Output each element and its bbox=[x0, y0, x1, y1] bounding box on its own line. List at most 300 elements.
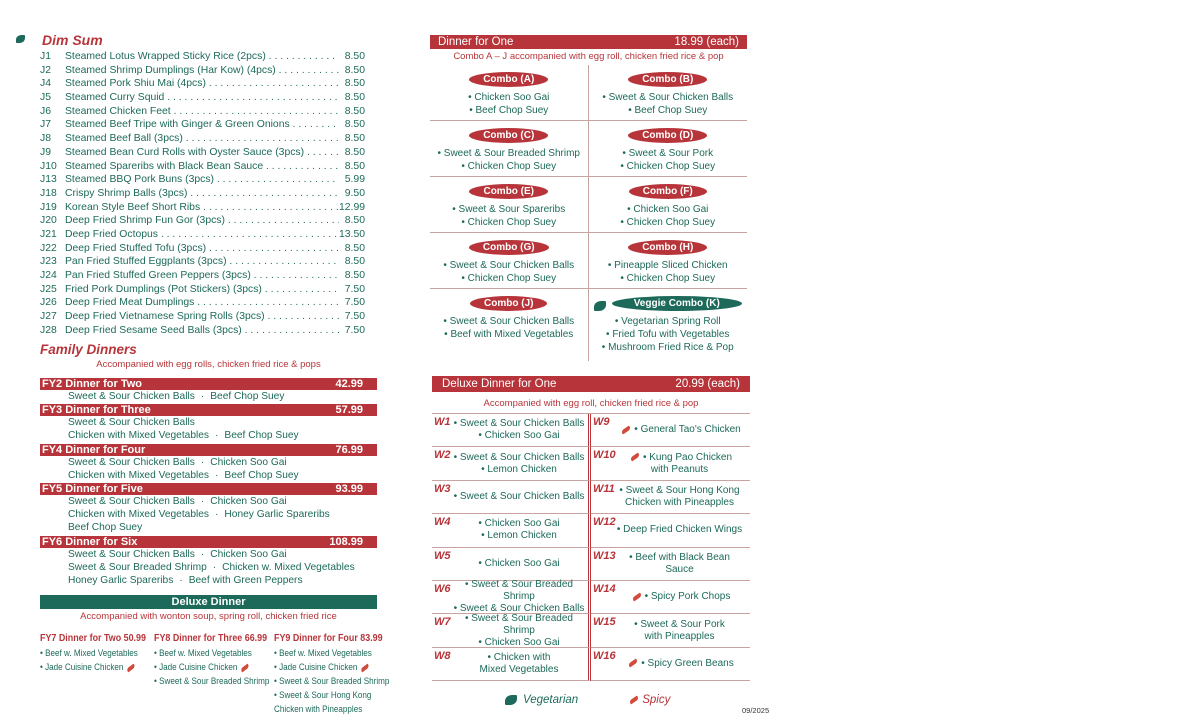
family-dinner-items bbox=[40, 495, 377, 535]
combo-label-wrap bbox=[469, 128, 548, 147]
deluxe-item-dish: • Spicy Pork Chops bbox=[644, 591, 731, 603]
deluxe-item-dish: • Kung Pao Chicken bbox=[642, 451, 733, 463]
deluxe-item-line bbox=[609, 497, 750, 509]
dim-sum-name: Fried Pork Dumplings (Pot Stickers) (3pcs) . . . bbox=[65, 283, 339, 297]
dim-sum-item bbox=[40, 91, 365, 105]
combo-label-wrap bbox=[628, 72, 707, 91]
combo-cell bbox=[430, 121, 589, 177]
deluxe-item-dish: • General Tao's Chicken bbox=[634, 424, 741, 436]
deluxe-item-text bbox=[591, 482, 750, 509]
deluxe-item-line bbox=[609, 524, 750, 536]
deluxe-item-text bbox=[432, 418, 588, 442]
deluxe-dinner-dish-text: • Sweet & Sour Breaded Shrimp bbox=[274, 676, 390, 686]
family-dinner-dish: Chicken Soo Gai bbox=[210, 456, 287, 468]
family-dinner-dish: Sweet & Sour Chicken Balls bbox=[68, 548, 195, 560]
combo-dish: • Sweet & Sour Breaded Shrimp bbox=[437, 148, 580, 159]
combo-dish: • Chicken Soo Gai bbox=[468, 92, 550, 103]
combo-label-wrap bbox=[469, 72, 548, 91]
family-dinner-header bbox=[40, 404, 377, 416]
deluxe-item-line bbox=[450, 418, 588, 430]
deluxe-dinner-dish-text: Chicken with Pineapples bbox=[274, 704, 363, 714]
deluxe-item bbox=[591, 514, 750, 547]
dinner-for-one-subtitle: Combo A – J accompanied with egg roll, chicken fried rice & pop bbox=[453, 51, 724, 62]
dim-sum-price: 13.50 bbox=[339, 228, 366, 240]
dim-sum-name: Korean Style Beef Short Ribs . . . bbox=[65, 201, 339, 215]
deluxe-item-line bbox=[609, 485, 750, 497]
dim-sum-item bbox=[40, 201, 365, 215]
chili-icon bbox=[629, 695, 639, 704]
combo-cell bbox=[589, 121, 748, 177]
deluxe-item-text bbox=[432, 579, 588, 615]
dim-sum-item bbox=[40, 255, 365, 269]
dim-sum-item bbox=[40, 187, 365, 201]
dim-sum-item bbox=[40, 105, 365, 119]
deluxe-item-line bbox=[450, 637, 588, 649]
deluxe-item bbox=[432, 548, 591, 581]
family-dinner-dish: Beef Chop Suey bbox=[68, 522, 143, 534]
deluxe-item bbox=[591, 614, 750, 647]
dim-sum-code: J24 bbox=[40, 270, 57, 281]
dim-sum-name: Steamed Beef Tripe with Ginger & Green Onions . . . bbox=[65, 118, 339, 132]
family-dinner-price: 42.99 bbox=[335, 378, 363, 390]
dim-sum-price: 8.50 bbox=[344, 242, 365, 254]
dim-sum-code: J9 bbox=[40, 146, 51, 158]
deluxe-item-text bbox=[432, 613, 588, 649]
combo-label: Combo (A) bbox=[469, 72, 548, 87]
dim-sum-item bbox=[40, 160, 365, 174]
deluxe-dinner-dish bbox=[154, 646, 255, 660]
deluxe-item-dish: • Sweet & Sour Chicken Balls bbox=[453, 603, 585, 615]
deluxe-item-code: W4 bbox=[434, 516, 451, 529]
combo-dish: • Sweet & Sour Chicken Balls bbox=[443, 260, 575, 271]
combo-dish: • Chicken Chop Suey bbox=[620, 273, 716, 284]
combo-cell bbox=[589, 177, 748, 233]
deluxe-dinner-for-one-title: Deluxe Dinner for One bbox=[442, 378, 557, 390]
deluxe-dinner-dish bbox=[274, 674, 390, 688]
deluxe-item-line bbox=[609, 564, 750, 576]
deluxe-item-dish: • Chicken Soo Gai bbox=[478, 518, 560, 530]
deluxe-item-code: W7 bbox=[434, 616, 451, 629]
deluxe-item-dish: with Peanuts bbox=[650, 463, 709, 475]
deluxe-item-dish: • Lemon Chicken bbox=[481, 530, 557, 542]
dinner-for-one-header bbox=[430, 35, 747, 49]
deluxe-item-line bbox=[450, 491, 588, 503]
deluxe-item-text bbox=[591, 424, 750, 436]
dim-sum-name: Steamed Pork Shiu Mai (4pcs) . . . bbox=[65, 77, 339, 91]
combo-label: Combo (B) bbox=[628, 72, 707, 87]
family-dinner bbox=[40, 536, 377, 588]
deluxe-item-dish: • Chicken Soo Gai bbox=[478, 557, 560, 569]
family-dinner-line bbox=[68, 548, 377, 561]
dim-sum-price: 8.50 bbox=[344, 105, 365, 117]
combo-label: Combo (G) bbox=[469, 240, 549, 255]
separator-dot: · bbox=[200, 496, 205, 508]
deluxe-dinner-column-header: FY9 Dinner for Four 83.99 bbox=[274, 632, 383, 644]
deluxe-dinner-title: Deluxe Dinner bbox=[40, 595, 377, 609]
deluxe-dinner-column bbox=[154, 632, 270, 716]
deluxe-item-line bbox=[609, 424, 750, 436]
deluxe-dinner-subtitle: Accompanied with wonton soup, spring roll, chicken fried rice bbox=[80, 611, 337, 622]
dim-sum-name: Steamed Curry Squid . . . bbox=[65, 91, 339, 105]
legend-spicy-label: Spicy bbox=[642, 694, 671, 706]
dim-sum-name: Deep Fried Stuffed Tofu (3pcs) . . . bbox=[65, 242, 339, 256]
deluxe-item-dish: • Sweet & Sour Pork bbox=[634, 618, 725, 630]
deluxe-item-line bbox=[609, 591, 750, 603]
deluxe-item-code: W5 bbox=[434, 549, 451, 562]
deluxe-item-dish: • Sweet & Sour Chicken Balls bbox=[453, 418, 585, 430]
deluxe-item-text bbox=[432, 518, 588, 542]
dim-sum-price: 8.50 bbox=[344, 78, 365, 90]
combo-cell bbox=[430, 65, 589, 121]
dim-sum-price: 8.50 bbox=[344, 160, 365, 172]
combo-label: Combo (F) bbox=[629, 184, 707, 199]
dim-sum-price: 7.50 bbox=[344, 311, 365, 323]
family-dinner-dish: Chicken Soo Gai bbox=[210, 496, 287, 508]
family-dinner-line bbox=[68, 416, 377, 429]
family-dinner-line bbox=[68, 456, 377, 469]
separator-dot: · bbox=[212, 561, 217, 573]
deluxe-item bbox=[591, 648, 750, 681]
family-dinners-subtitle: Accompanied with egg rolls, chicken fried rice & pops bbox=[96, 359, 321, 370]
family-dinner-line bbox=[68, 508, 377, 521]
combo-label-wrap bbox=[594, 296, 742, 315]
deluxe-dinner-section bbox=[40, 595, 390, 716]
deluxe-item-text bbox=[432, 649, 588, 676]
deluxe-dinner-dish bbox=[274, 702, 375, 716]
chili-icon bbox=[628, 659, 638, 668]
deluxe-dinner-dish bbox=[274, 688, 375, 702]
combo-cell bbox=[430, 289, 589, 361]
dim-sum-item bbox=[40, 269, 365, 283]
dim-sum-price: 8.50 bbox=[344, 133, 365, 145]
deluxe-dinner-dish bbox=[40, 646, 138, 660]
dim-sum-item bbox=[40, 283, 365, 297]
deluxe-dinner-for-one-subtitle: Accompanied with egg roll, chicken fried rice & pop bbox=[483, 398, 699, 409]
dim-sum-code: J5 bbox=[40, 92, 51, 104]
dim-sum-name: Deep Fried Vietnamese Spring Rolls (3pcs) . . . bbox=[65, 310, 339, 324]
dim-sum-code: J13 bbox=[40, 174, 57, 186]
deluxe-item-line bbox=[609, 658, 750, 670]
combo-dish: • Chicken Soo Gai bbox=[627, 204, 709, 215]
combo-dish: • Chicken Chop Suey bbox=[461, 217, 557, 228]
dim-sum-code: J7 bbox=[40, 119, 51, 131]
deluxe-item-code: W3 bbox=[434, 482, 451, 495]
deluxe-item-text bbox=[432, 558, 588, 570]
dim-sum-code: J6 bbox=[40, 105, 51, 117]
family-dinner-line bbox=[68, 429, 377, 442]
dim-sum-code: J23 bbox=[40, 256, 57, 268]
family-dinner-dish: Sweet & Sour Chicken Balls bbox=[68, 496, 195, 508]
family-dinner-price: 76.99 bbox=[335, 443, 363, 456]
deluxe-item-text bbox=[432, 452, 588, 476]
dim-sum-title: Dim Sum bbox=[42, 32, 103, 48]
deluxe-dinner-column-header: FY7 Dinner for Two 50.99 bbox=[40, 632, 146, 644]
dim-sum-code: J19 bbox=[40, 201, 57, 213]
combo-label-wrap bbox=[628, 240, 707, 259]
deluxe-item-code: W2 bbox=[434, 449, 451, 462]
deluxe-item-dish: • Sweet & Sour Chicken Balls bbox=[453, 490, 585, 502]
dim-sum-name: Steamed Beef Ball (3pcs) . . . bbox=[65, 132, 339, 146]
deluxe-dinner-dish-text: • Jade Cuisine Chicken bbox=[40, 662, 124, 672]
dim-sum-code: J27 bbox=[40, 311, 57, 323]
family-dinner-name: FY4 Dinner for Four bbox=[42, 443, 146, 456]
dinner-for-one-section bbox=[430, 35, 747, 361]
chili-icon bbox=[240, 663, 249, 672]
deluxe-item-dish: Sauce bbox=[665, 563, 694, 575]
separator-dot: · bbox=[215, 430, 219, 442]
deluxe-item-line bbox=[609, 452, 750, 464]
dim-sum-item bbox=[40, 132, 365, 146]
dim-sum-price: 9.50 bbox=[344, 187, 365, 199]
legend bbox=[505, 694, 670, 706]
dim-sum-price: 8.50 bbox=[344, 51, 365, 62]
family-dinner-header bbox=[40, 483, 377, 495]
deluxe-item bbox=[591, 548, 750, 581]
dim-sum-price: 5.99 bbox=[344, 174, 365, 186]
leaf-icon bbox=[505, 695, 517, 705]
menu-date: 09/2025 bbox=[742, 706, 770, 715]
deluxe-item-code: W8 bbox=[434, 649, 451, 662]
dinner-for-one-price: 18.99 (each) bbox=[674, 36, 739, 48]
deluxe-item-dish: Chicken with Pineapples bbox=[625, 496, 734, 508]
family-dinner-dish: Sweet & Sour Chicken Balls bbox=[68, 456, 195, 468]
combo-dish: • Vegetarian Spring Roll bbox=[614, 316, 721, 327]
deluxe-item-code: W12 bbox=[593, 516, 616, 529]
legend-spicy bbox=[626, 694, 670, 706]
family-dinner-price: 93.99 bbox=[335, 483, 363, 496]
family-dinner bbox=[40, 378, 377, 403]
deluxe-dinner-column bbox=[40, 632, 146, 716]
family-dinner-dish: Beef Chop Suey bbox=[224, 469, 299, 481]
family-dinner-line bbox=[68, 469, 377, 482]
family-dinner-name: FY2 Dinner for Two bbox=[42, 378, 143, 390]
combo-label-wrap bbox=[469, 184, 548, 203]
combo-dish: • Mushroom Fried Rice & Pop bbox=[601, 342, 734, 353]
deluxe-dinner-dish-text: • Sweet & Sour Breaded Shrimp bbox=[154, 676, 270, 686]
dim-sum-price: 8.50 bbox=[344, 119, 365, 131]
deluxe-item-dish: • Sweet & Sour Breaded Shrimp bbox=[464, 612, 573, 636]
deluxe-item-dish: • Sweet & Sour Hong Kong bbox=[619, 484, 740, 496]
separator-dot: · bbox=[179, 575, 183, 587]
family-dinners-section bbox=[40, 342, 377, 588]
dim-sum-item bbox=[40, 228, 365, 242]
combo-cell bbox=[430, 233, 589, 289]
dim-sum-price: 8.50 bbox=[344, 64, 365, 76]
dim-sum-code: J1 bbox=[40, 51, 51, 62]
deluxe-item-line bbox=[450, 530, 588, 542]
dim-sum-item bbox=[40, 242, 365, 256]
legend-vegetarian-label: Vegetarian bbox=[523, 694, 579, 706]
family-dinner-line bbox=[68, 390, 377, 403]
combo-dish: • Beef Chop Suey bbox=[628, 105, 708, 116]
dim-sum-name: Pan Fried Stuffed Green Peppers (3pcs) . . . bbox=[65, 269, 339, 283]
family-dinner-line bbox=[68, 561, 377, 574]
deluxe-item-dish: • Sweet & Sour Breaded Shrimp bbox=[464, 579, 573, 603]
chili-icon bbox=[621, 425, 631, 434]
dim-sum-name: Crispy Shrimp Balls (3pcs) . . . bbox=[65, 187, 339, 201]
combo-dish: • Chicken Chop Suey bbox=[461, 161, 557, 172]
deluxe-dinner-dish bbox=[40, 660, 135, 674]
deluxe-item-line bbox=[450, 613, 588, 637]
deluxe-item-line bbox=[609, 464, 750, 476]
family-dinner-dish: Sweet & Sour Breaded Shrimp bbox=[68, 561, 207, 573]
dim-sum-item bbox=[40, 64, 365, 78]
dim-sum-code: J4 bbox=[40, 78, 51, 90]
deluxe-item-line bbox=[450, 452, 588, 464]
deluxe-dinner-dish-text: • Beef w. Mixed Vegetables bbox=[40, 648, 138, 658]
dinner-for-one-title: Dinner for One bbox=[438, 36, 514, 48]
dim-sum-code: J22 bbox=[40, 242, 57, 254]
combo-cell bbox=[589, 289, 748, 361]
dim-sum-item bbox=[40, 173, 365, 187]
dim-sum-name: Steamed Bean Curd Rolls with Oyster Sauce (3pcs) . . . bbox=[65, 146, 339, 160]
deluxe-item-dish: • Deep Fried Chicken Wings bbox=[616, 524, 743, 536]
dim-sum-item bbox=[40, 77, 365, 91]
dim-sum-code: J25 bbox=[40, 283, 57, 295]
family-dinner bbox=[40, 483, 377, 535]
family-dinner-name: FY3 Dinner for Three bbox=[42, 404, 151, 417]
dim-sum-item bbox=[40, 310, 365, 324]
deluxe-item-dish: Mixed Vegetables bbox=[479, 663, 559, 675]
deluxe-item-code: W1 bbox=[434, 416, 451, 428]
family-dinner-name: FY6 Dinner for Six bbox=[42, 535, 138, 548]
combo-label: Combo (C) bbox=[469, 128, 548, 143]
combo-label-wrap bbox=[628, 128, 707, 147]
family-dinners-title: Family Dinners bbox=[40, 342, 137, 357]
combo-dish: • Chicken Chop Suey bbox=[461, 273, 557, 284]
dim-sum-name: Deep Fried Sesame Seed Balls (3pcs) . . . bbox=[65, 324, 339, 338]
deluxe-dinner-columns bbox=[40, 632, 390, 716]
combo-dish: • Sweet & Sour Chicken Balls bbox=[602, 92, 734, 103]
deluxe-item-line bbox=[450, 652, 588, 664]
separator-dot: · bbox=[200, 548, 205, 560]
deluxe-item-line bbox=[450, 579, 588, 603]
dim-sum-code: J2 bbox=[40, 64, 51, 76]
family-dinner-line bbox=[68, 574, 377, 587]
deluxe-item-code: W6 bbox=[434, 582, 451, 595]
family-dinner-items bbox=[40, 456, 377, 482]
separator-dot: · bbox=[200, 456, 205, 468]
deluxe-item bbox=[432, 514, 591, 547]
dim-sum-code: J28 bbox=[40, 324, 57, 336]
dim-sum-price: 12.99 bbox=[339, 201, 366, 213]
deluxe-dinner-dish bbox=[154, 660, 255, 674]
deluxe-item-code: W9 bbox=[593, 416, 610, 428]
deluxe-item-dish: • Chicken Soo Gai bbox=[478, 430, 560, 442]
family-dinner-header bbox=[40, 378, 377, 390]
family-dinner bbox=[40, 444, 377, 482]
dim-sum-price: 8.50 bbox=[344, 256, 365, 268]
dim-sum-price: 8.50 bbox=[344, 146, 365, 158]
family-dinner-items bbox=[40, 548, 377, 588]
combo-dish: • Beef with Mixed Vegetables bbox=[444, 329, 574, 340]
combo-label: Veggie Combo (K) bbox=[612, 296, 742, 311]
family-dinner-dish: Beef with Green Peppers bbox=[188, 575, 303, 587]
chili-icon bbox=[126, 663, 135, 672]
deluxe-item bbox=[432, 581, 591, 614]
combo-dish: • Fried Tofu with Vegetables bbox=[606, 329, 730, 340]
deluxe-item-code: W16 bbox=[593, 649, 616, 662]
dim-sum-price: 7.50 bbox=[344, 324, 365, 336]
dim-sum-name: Steamed BBQ Pork Buns (3pcs) . . . bbox=[65, 173, 339, 187]
dim-sum-item bbox=[40, 146, 365, 160]
deluxe-item-text bbox=[432, 491, 588, 503]
dim-sum-code: J10 bbox=[40, 160, 57, 172]
deluxe-item-dish: • Chicken with bbox=[487, 651, 551, 663]
family-dinner-dish: Sweet & Sour Chicken Balls bbox=[68, 417, 195, 429]
combo-dish: • Chicken Chop Suey bbox=[620, 217, 716, 228]
separator-dot: · bbox=[200, 391, 205, 402]
dim-sum-name: Deep Fried Shrimp Fun Gor (3pcs) . . . bbox=[65, 214, 339, 228]
dim-sum-name: Steamed Shrimp Dumplings (Har Kow) (4pcs) . . . bbox=[65, 64, 339, 78]
deluxe-dinner-dish-text: • Jade Cuisine Chicken bbox=[274, 662, 358, 672]
deluxe-dinner-dish bbox=[154, 674, 270, 688]
combo-label-wrap bbox=[469, 240, 549, 259]
deluxe-item-line bbox=[450, 558, 588, 570]
combo-dish: • Pineapple Sliced Chicken bbox=[607, 260, 728, 271]
dim-sum-name: Steamed Spareribs with Black Bean Sauce . . . bbox=[65, 160, 339, 174]
deluxe-item-dish: • Sweet & Sour Chicken Balls bbox=[453, 451, 585, 463]
family-dinner-line bbox=[68, 521, 377, 534]
deluxe-item-dish: • Beef with Black Bean bbox=[629, 551, 730, 563]
deluxe-item-line bbox=[450, 664, 588, 676]
deluxe-dinner-dish bbox=[274, 646, 375, 660]
family-dinner-dish: Sweet & Sour Chicken Balls bbox=[68, 391, 195, 402]
deluxe-dinner-for-one-section bbox=[432, 376, 750, 681]
leaf-icon bbox=[594, 301, 606, 311]
dim-sum-name: Steamed Chicken Feet . . . bbox=[65, 105, 339, 119]
dim-sum-item bbox=[40, 50, 365, 64]
family-dinner-dish: Beef Chop Suey bbox=[224, 430, 299, 442]
leaf-icon bbox=[16, 35, 25, 43]
combo-dish: • Chicken Chop Suey bbox=[620, 161, 716, 172]
dim-sum-code: J20 bbox=[40, 215, 57, 227]
dim-sum-name: Pan Fried Stuffed Eggplants (3pcs) . . . bbox=[65, 255, 339, 269]
family-dinner-items bbox=[40, 416, 377, 442]
dim-sum-name: Deep Fried Meat Dumplings . . . bbox=[65, 296, 339, 310]
dim-sum-price: 8.50 bbox=[344, 270, 365, 281]
combo-label-wrap bbox=[629, 184, 707, 203]
deluxe-item bbox=[432, 481, 591, 514]
dim-sum-item bbox=[40, 118, 365, 132]
deluxe-item bbox=[591, 581, 750, 614]
separator-dot: · bbox=[215, 469, 219, 481]
deluxe-item bbox=[432, 614, 591, 647]
combo-cell bbox=[430, 177, 589, 233]
deluxe-item-line bbox=[450, 464, 588, 476]
deluxe-dinner-dish bbox=[274, 660, 375, 674]
deluxe-item-code: W14 bbox=[593, 582, 616, 595]
dim-sum-section bbox=[40, 32, 365, 337]
family-dinner-dish: Beef Chop Suey bbox=[210, 391, 285, 402]
family-dinner-dish: Honey Garlic Spareribs bbox=[68, 575, 174, 587]
deluxe-item-code: W15 bbox=[593, 616, 616, 629]
chili-icon bbox=[630, 452, 640, 461]
deluxe-dinner-dish-text: • Jade Cuisine Chicken bbox=[154, 662, 238, 672]
deluxe-dinner-dish-text: • Sweet & Sour Hong Kong bbox=[274, 690, 372, 700]
combo-dish: • Sweet & Sour Spareribs bbox=[452, 204, 566, 215]
family-dinner-items bbox=[40, 390, 377, 403]
deluxe-item-code: W11 bbox=[593, 482, 615, 495]
legend-vegetarian bbox=[505, 694, 578, 706]
combo-label-wrap bbox=[470, 296, 547, 315]
family-dinner-dish: Honey Garlic Spareribs bbox=[224, 509, 330, 521]
combo-label: Combo (H) bbox=[628, 240, 707, 255]
family-dinner-price: 108.99 bbox=[329, 535, 363, 548]
family-dinner-header bbox=[40, 536, 377, 548]
separator-dot: · bbox=[215, 509, 219, 521]
deluxe-item-code: W10 bbox=[593, 449, 616, 462]
